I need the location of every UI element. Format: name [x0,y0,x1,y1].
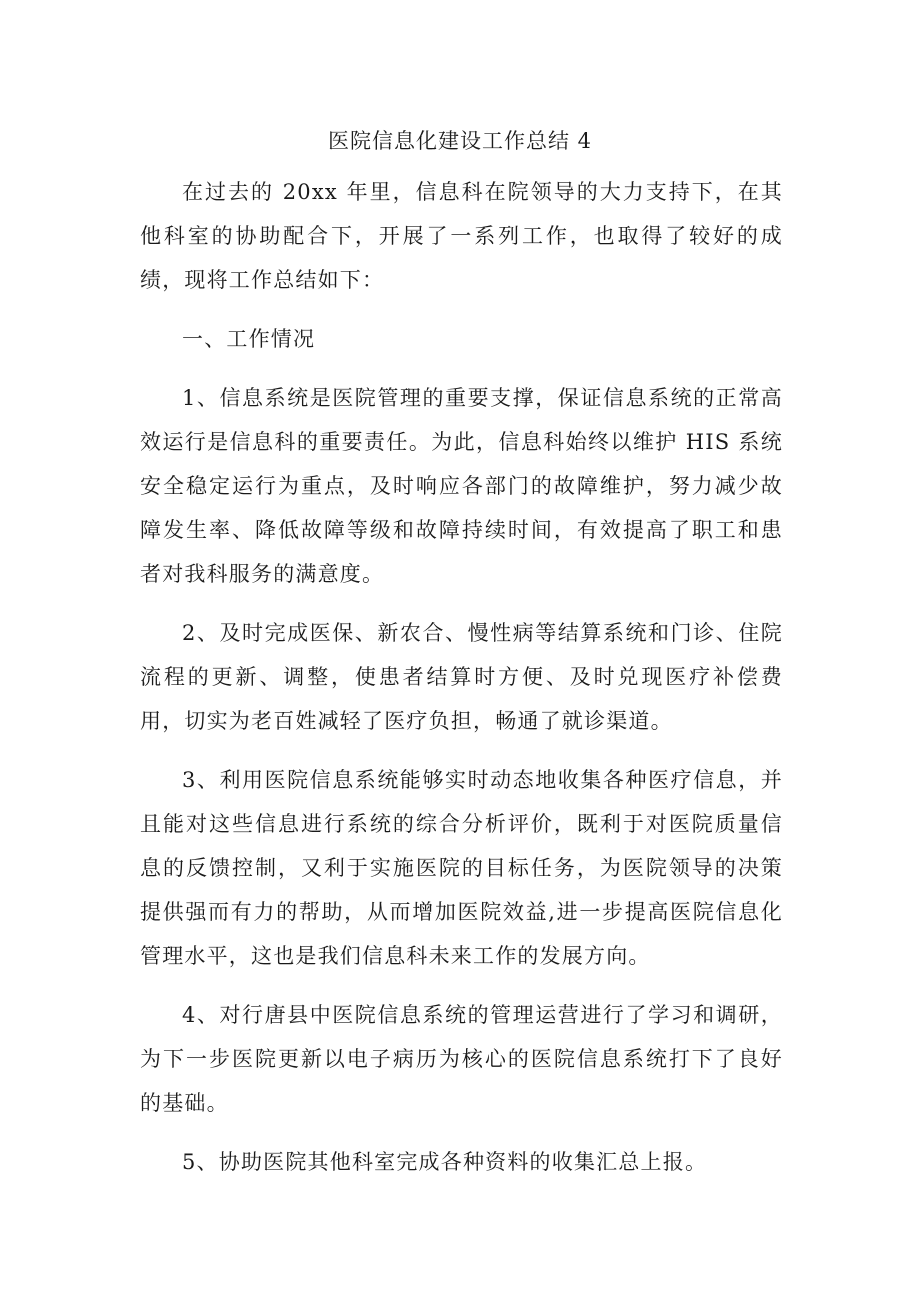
paragraph-item-2: 2、及时完成医保、新农合、慢性病等结算系统和门诊、住院流程的更新、调整，使患者结算时方便、及时兑现医疗补偿费用，切实为老百姓减轻了医疗负担，畅通了就诊渠道。 [140,621,783,733]
paragraph-item-1: 1、信息系统是医院管理的重要支撑，保证信息系统的正常高效运行是信息科的重要责任。为此，信息科始终以维护 HIS 系统安全稳定运行为重点，及时响应各部门的故障维护，努力减少故障发生率、降低故障等级和故障持续时间，有效提高了职工和患者对我科服务的满意度。 [140,386,783,586]
section-heading: 一、工作情况 [182,327,316,351]
intro-paragraph: 在过去的 20xx 年里，信息科在院领导的大力支持下，在其他科室的协助配合下，开展了一系列工作，也取得了较好的成绩，现将工作总结如下： [140,180,783,292]
paragraph-item-4: 4、对行唐县中医院信息系统的管理运营进行了学习和调研，为下一步医院更新以电子病历为核心的医院信息系统打下了良好的基础。 [140,1003,783,1115]
document-body [140,170,783,1199]
paragraph-item-5: 5、协助医院其他科室完成各种资料的收集汇总上报。 [182,1150,708,1174]
paragraph-item-3: 3、利用医院信息系统能够实时动态地收集各种医疗信息，并且能对这些信息进行系统的综合分析评价，既利于对医院质量信息的反馈控制，又利于实施医院的目标任务，为医院领导的决策提供强而有力的帮助，从而增加医院效益,进一步提高医院信息化管理水平，这也是我们信息科未来工作的发展方向。 [140,768,783,968]
document-title: 医院信息化建设工作总结 4 [327,129,593,153]
